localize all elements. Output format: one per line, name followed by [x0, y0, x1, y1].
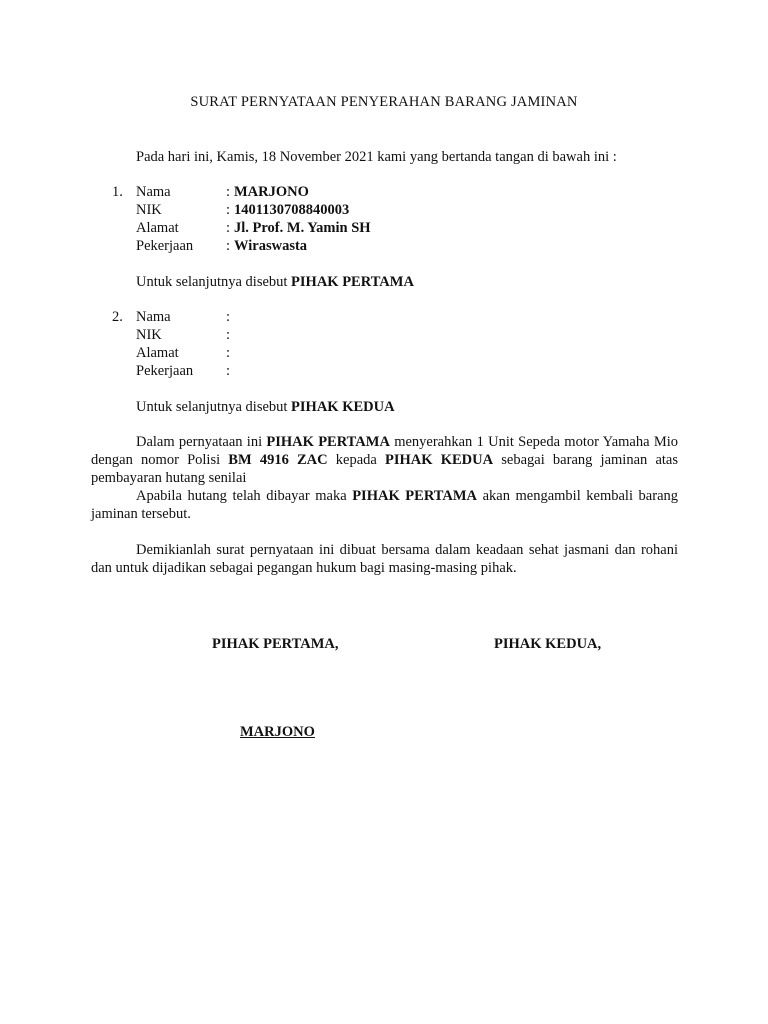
party-1-pekerjaan: Wiraswasta: [234, 238, 308, 254]
party-2-details: [112, 308, 234, 380]
designation-prefix: Untuk selanjutnya disebut: [136, 399, 292, 415]
signature-label-first-party: PIHAK PERTAMA,: [212, 636, 339, 652]
repayment-paragraph: Apabila hutang telah dibayar maka PIHAK PERTAMA akan mengambil kembali barang jaminan tersebut.: [91, 488, 678, 522]
colon: :: [226, 345, 231, 361]
handover-paragraph: Dalam pernyataan ini PIHAK PERTAMA menyerahkan 1 Unit Sepeda motor Yamaha Mio dengan nomor Polisi BM 4916 ZAC kepada PIHAK KEDUA sebagai barang jaminan atas pembayaran hutang senilai: [91, 434, 678, 486]
body-paragraphs: [91, 433, 678, 523]
party-2-designation: [136, 398, 395, 416]
party-1-designation: [136, 273, 414, 291]
party-2-number: 2.: [112, 309, 123, 325]
document-title: SURAT PERNYATAAN PENYERAHAN BARANG JAMINAN: [190, 94, 578, 110]
pekerjaan-label: Pekerjaan: [136, 363, 194, 379]
nama-label: Nama: [136, 309, 171, 325]
colon: :: [226, 309, 231, 325]
designation-prefix: Untuk selanjutnya disebut: [136, 274, 292, 290]
pekerjaan-label: Pekerjaan: [136, 238, 194, 254]
nik-label: NIK: [136, 327, 162, 343]
nik-label: NIK: [136, 202, 162, 218]
colon: :: [226, 220, 231, 236]
colon: :: [226, 363, 231, 379]
party-1-details: [112, 183, 371, 255]
party-1-alamat: Jl. Prof. M. Yamin SH: [234, 220, 371, 236]
colon: :: [226, 202, 231, 218]
party-1-nama: MARJONO: [234, 184, 309, 200]
closing-paragraph: Demikianlah surat pernyataan ini dibuat bersama dalam keadaan sehat jasmani dan rohani dan untuk dijadikan sebagai pegangan hukum bagi masing-masing pihak.: [91, 542, 678, 576]
colon: :: [226, 238, 231, 254]
nama-label: Nama: [136, 184, 171, 200]
party-1-designation-name: PIHAK PERTAMA: [291, 274, 414, 290]
alamat-label: Alamat: [136, 220, 179, 236]
colon: :: [226, 327, 231, 343]
alamat-label: Alamat: [136, 345, 179, 361]
party-1-number: 1.: [112, 184, 123, 200]
signature-label-second-party: PIHAK KEDUA,: [494, 636, 602, 652]
signer-name-first-party: MARJONO: [240, 724, 315, 740]
opening-statement: Pada hari ini, Kamis, 18 November 2021 kami yang bertanda tangan di bawah ini :: [136, 149, 617, 165]
party-2-designation-name: PIHAK KEDUA: [291, 399, 395, 415]
colon: :: [226, 184, 231, 200]
party-1-nik: 1401130708840003: [234, 202, 350, 218]
